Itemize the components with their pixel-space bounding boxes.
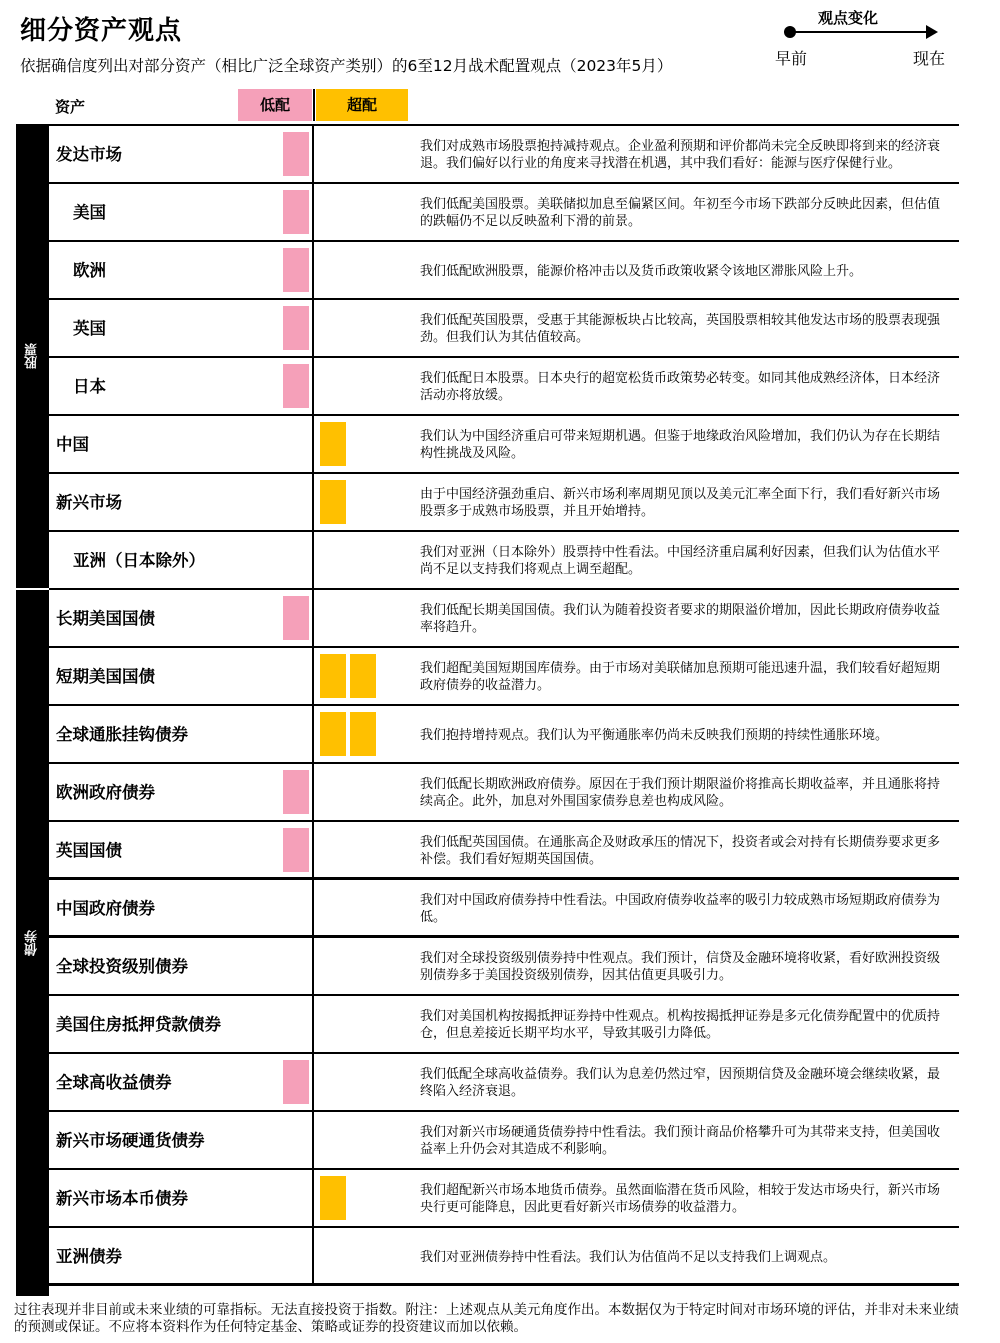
- legend-label: 观点变化: [818, 9, 879, 27]
- asset-name: 亚洲（日本除外）: [73, 551, 205, 570]
- column-divider: [312, 1170, 314, 1228]
- column-divider: [312, 996, 314, 1054]
- column-divider: [312, 242, 314, 300]
- view-description: 我们低配英国国债。在通胀高企及财政承压的情况下，投资者或会对持有长期债券要求更多补偿。我们看好短期英国国债。: [420, 835, 941, 867]
- underweight-bar: [283, 248, 309, 292]
- table-row: [49, 880, 959, 938]
- view-description: 我们低配英国股票，受惠于其能源板块占比较高，英国股票相较其他发达市场的股票表现强劲。但我们认为其估值较高。: [420, 313, 941, 345]
- asset-name: 中国政府债券: [56, 899, 155, 918]
- group-label-bonds: 债券: [25, 930, 40, 956]
- column-divider: [312, 938, 314, 996]
- underweight-bar: [283, 770, 309, 814]
- column-divider: [312, 590, 314, 648]
- column-divider: [312, 474, 314, 532]
- overweight-bar: [320, 422, 346, 466]
- view-description: 我们对成熟市场股票抱持减持观点。企业盈利预期和评价都尚未完全反映即将到来的经济衰退。我们偏好以行业的角度来寻找潜在机遇，其中我们看好：能源与医疗保健行业。: [420, 139, 941, 171]
- view-description: 我们低配全球高收益债券。我们认为息差仍然过窄，因预期信贷及金融环境会继续收紧，最终陷入经济衰退。: [420, 1067, 941, 1099]
- view-description: 我们对亚洲债券持中性看法。我们认为估值尚不足以支持我们上调观点。: [420, 1249, 837, 1265]
- column-divider: [312, 880, 314, 938]
- view-description: 我们低配美国股票。美联储拟加息至偏紧区间。年初至今市场下跌部分反映此因素，但估值的跌幅仍不足以反映盈利下滑的前景。: [420, 197, 941, 229]
- group-label-equities: 股票: [25, 343, 40, 369]
- column-divider: [312, 184, 314, 242]
- asset-name: 英国: [73, 319, 106, 338]
- view-description: 我们认为中国经济重启可带来短期机遇。但鉴于地缘政治风险增加，我们仍认为存在长期结构性挑战及风险。: [420, 429, 941, 461]
- asset-name: 全球通胀挂钩债券: [56, 725, 188, 744]
- underweight-bar: [283, 596, 309, 640]
- column-divider: [312, 648, 314, 706]
- header-underweight: 低配: [238, 89, 312, 121]
- table-row: [49, 938, 959, 996]
- view-description: 我们抱持增持观点。我们认为平衡通胀率仍尚未反映我们预期的持续性通胀环境。: [420, 727, 889, 743]
- table-row: [49, 124, 959, 184]
- table-row: [49, 648, 959, 706]
- column-divider: [312, 416, 314, 474]
- asset-name: 新兴市场硬通货债券: [56, 1131, 205, 1150]
- page-subtitle: 依据确信度列出对部分资产（相比广泛全球资产类别）的6至12月战术配置观点（2023年5月）: [20, 57, 673, 75]
- overweight-bar: [320, 654, 346, 698]
- underweight-bar: [283, 364, 309, 408]
- table-row: [49, 532, 959, 590]
- table-row: [49, 184, 959, 242]
- overweight-bar: [320, 480, 346, 524]
- asset-name: 长期美国国债: [56, 609, 155, 628]
- header-divider: [313, 89, 315, 121]
- table-row: [49, 822, 959, 880]
- asset-name: 中国: [56, 435, 89, 454]
- asset-name: 英国国债: [56, 841, 122, 860]
- table-row: [49, 590, 959, 648]
- table-row: [49, 1228, 959, 1286]
- asset-name: 新兴市场本币债券: [56, 1189, 188, 1208]
- legend-early: 早前: [775, 49, 808, 68]
- view-description: 我们低配长期美国国债。我们认为随着投资者要求的期限溢价增加，因此长期政府债券收益率将趋升。: [420, 603, 941, 635]
- table-row: [49, 1170, 959, 1228]
- legend-start-dot-icon: [784, 26, 796, 38]
- asset-name: 发达市场: [56, 145, 122, 164]
- view-description: 我们对中国政府债券持中性看法。中国政府债券收益率的吸引力较成熟市场短期政府债券为低。: [420, 893, 941, 925]
- views-table: [49, 124, 959, 1286]
- table-row: [49, 474, 959, 532]
- view-description: 由于中国经济强劲重启、新兴市场利率周期见顶以及美元汇率全面下行，我们看好新兴市场股票多于成熟市场股票，并且开始增持。: [420, 487, 941, 519]
- column-divider: [312, 532, 314, 590]
- overweight-bar: [320, 1176, 346, 1220]
- underweight-bar: [283, 1060, 309, 1104]
- column-divider: [312, 1054, 314, 1112]
- asset-name: 亚洲债券: [56, 1247, 122, 1266]
- overweight-bar: [320, 712, 346, 756]
- column-divider: [312, 358, 314, 416]
- table-row: [49, 1054, 959, 1112]
- legend-now: 现在: [913, 49, 946, 68]
- view-description: 我们低配长期欧洲政府债券。原因在于我们预计期限溢价将推高长期收益率，并且通胀将持续高企。此外，加息对外围国家债券息差也构成风险。: [420, 777, 941, 809]
- underweight-bar: [283, 306, 309, 350]
- asset-name: 全球投资级别债券: [56, 957, 188, 976]
- underweight-bar: [283, 190, 309, 234]
- legend-arrow-line: [790, 31, 928, 33]
- column-divider: [312, 126, 314, 184]
- asset-name: 全球高收益债券: [56, 1073, 172, 1092]
- column-divider: [312, 1112, 314, 1170]
- underweight-bar: [283, 132, 309, 176]
- column-divider: [312, 1228, 314, 1286]
- column-divider: [312, 300, 314, 358]
- table-row: [49, 358, 959, 416]
- table-row: [49, 300, 959, 358]
- asset-name: 美国: [73, 203, 106, 222]
- overweight-bar: [350, 654, 376, 698]
- column-divider: [312, 822, 314, 880]
- asset-name: 新兴市场: [56, 493, 122, 512]
- view-description: 我们对全球投资级别债券持中性观点。我们预计，信贷及金融环境将收紧，看好欧洲投资级别债券多于美国投资级别债券，因其估值更具吸引力。: [420, 951, 941, 983]
- asset-name: 美国住房抵押贷款债券: [56, 1015, 221, 1034]
- view-description: 我们低配日本股票。日本央行的超宽松货币政策势必转变。如同其他成熟经济体，日本经济活动亦将放缓。: [420, 371, 941, 403]
- view-description: 我们对亚洲（日本除外）股票持中性看法。中国经济重启属利好因素，但我们认为估值水平尚不足以支持我们将观点上调至超配。: [420, 545, 941, 577]
- view-description: 我们超配新兴市场本地货币债券。虽然面临潜在货币风险，相较于发达市场央行，新兴市场央行更可能降息，因此更看好新兴市场债券的收益潜力。: [420, 1183, 941, 1215]
- asset-name: 欧洲政府债券: [56, 783, 155, 802]
- asset-name: 短期美国国债: [56, 667, 155, 686]
- overweight-bar: [350, 712, 376, 756]
- legend-arrow-icon: [926, 25, 938, 39]
- table-row: [49, 1112, 959, 1170]
- row-divider: [49, 1283, 959, 1286]
- view-description: 我们对新兴市场硬通货债券持中性看法。我们预计商品价格攀升可为其带来支持，但美国收益率上升仍会对其造成不利影响。: [420, 1125, 941, 1157]
- column-divider: [312, 764, 314, 822]
- table-row: [49, 764, 959, 822]
- table-row: [49, 706, 959, 764]
- header-overweight: 超配: [316, 89, 408, 121]
- header-asset: 资产: [55, 98, 86, 116]
- column-divider: [312, 706, 314, 764]
- asset-name: 日本: [73, 377, 106, 396]
- table-row: [49, 416, 959, 474]
- underweight-bar: [283, 828, 309, 872]
- disclaimer: 过往表现并非目前或未来业绩的可靠指标。无法直接投资于指数。附注：上述观点从美元角度作出。本数据仅为于特定时间对市场环境的评估，并非对未来业绩的预测或保证。不应将本资料作为任何特定基金、策略或证券的投资建议而加以依赖。: [14, 1302, 959, 1335]
- asset-name: 欧洲: [73, 261, 106, 280]
- view-description: 我们超配美国短期国库债券。由于市场对美联储加息预期可能迅速升温，我们较看好超短期政府债券的收益潜力。: [420, 661, 941, 693]
- table-row: [49, 242, 959, 300]
- page-title: 细分资产观点: [20, 16, 183, 46]
- table-row: [49, 996, 959, 1054]
- view-description: 我们低配欧洲股票，能源价格冲击以及货币政策收紧令该地区滞胀风险上升。: [420, 263, 863, 279]
- view-description: 我们对美国机构按揭抵押证券持中性观点。机构按揭抵押证券是多元化债券配置中的优质持仓，但息差接近长期平均水平，导致其吸引力降低。: [420, 1009, 941, 1041]
